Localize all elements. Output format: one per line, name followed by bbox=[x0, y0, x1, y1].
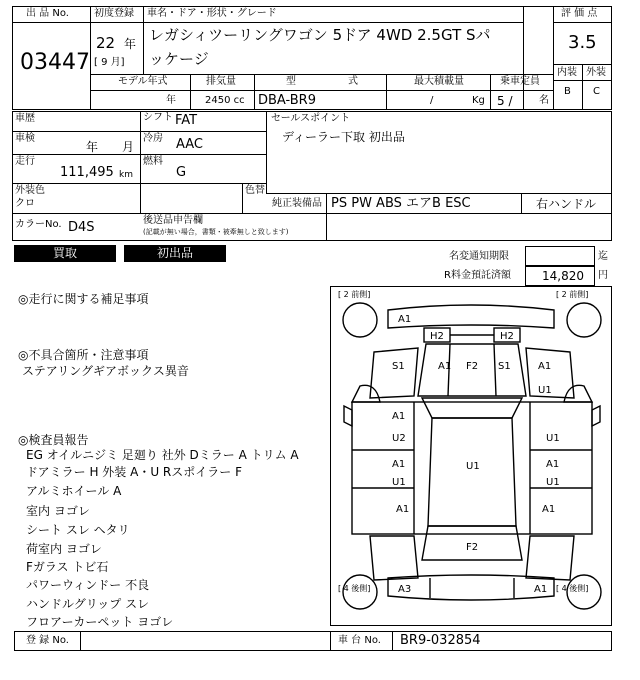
notice-box bbox=[525, 246, 595, 266]
color-no-value: D4S bbox=[68, 220, 95, 235]
handle-value: 右ハンドル bbox=[536, 197, 597, 211]
corner-label-front-left: [ 2 前側] bbox=[338, 290, 371, 299]
first-reg-month: [ 9 月] bbox=[94, 57, 125, 68]
interior-label: 内装 bbox=[557, 67, 577, 78]
inspector-line: 室内 ヨゴレ bbox=[26, 504, 90, 518]
repaint-label: 色替 bbox=[245, 185, 265, 196]
model-year-unit: 年 bbox=[166, 95, 176, 106]
car-name-line1: レガシィツーリングワゴン 5ドア 4WD 2.5GT Sパ bbox=[149, 26, 491, 44]
mark-headlamp-left: H2 bbox=[430, 331, 444, 342]
ac-value: AAC bbox=[176, 137, 203, 152]
equipment-label: 純正装備品 bbox=[272, 198, 322, 209]
first-reg-year: 22 bbox=[96, 34, 116, 52]
exterior-label: 外装 bbox=[586, 67, 606, 78]
color-value: クロ bbox=[15, 198, 35, 209]
sales-point-label: セールスポイント bbox=[271, 113, 351, 124]
mark-front-door-left-b: U2 bbox=[392, 433, 406, 444]
mark-front-fender-right-b: U1 bbox=[538, 385, 552, 396]
shift-label: シフト bbox=[143, 112, 173, 123]
inspection-year-unit: 年 bbox=[86, 140, 99, 154]
car-name-label: 車名・ドア・形状・グレード bbox=[147, 8, 277, 19]
type-value: DBA-BR9 bbox=[258, 93, 316, 108]
max-load-label: 最大積載量 bbox=[414, 76, 464, 87]
inspector-line: EG オイルニジミ 足廻り 社外 Dミラー A トリム A bbox=[26, 448, 299, 462]
corner-label-front-right: [ 2 前側] bbox=[556, 290, 589, 299]
mark-headlamp-right: H2 bbox=[500, 331, 514, 342]
mileage-value: 111,495 bbox=[60, 165, 114, 180]
defect-line: ステアリングギアボックス異音 bbox=[22, 364, 189, 378]
first-listing-badge: 初出品 bbox=[124, 245, 226, 262]
mark-rear-door-left-a: A1 bbox=[392, 459, 406, 470]
displacement-value: 2450 cc bbox=[205, 95, 245, 106]
mark-rear-door-left-b: U1 bbox=[392, 477, 406, 488]
inspector-line: シート スレ ヘタリ bbox=[26, 523, 130, 537]
mark-rear-bumper-left: A3 bbox=[398, 584, 412, 595]
inspector-line: パワーウィンドー 不良 bbox=[26, 578, 150, 592]
color-label: 外装色 bbox=[15, 185, 45, 196]
chassis-label: 車 台 No. bbox=[338, 635, 381, 646]
max-load-value: / bbox=[430, 95, 434, 106]
mark-rear-door-right-b: U1 bbox=[546, 477, 560, 488]
aftermarket-label: 後送品申告欄 bbox=[143, 215, 203, 226]
inspector-line: ハンドルグリップ スレ bbox=[26, 597, 150, 611]
mark-hood-right: S1 bbox=[498, 361, 511, 372]
notice-label: 名変通知期限 bbox=[449, 251, 509, 262]
first-reg-label: 初度登録 bbox=[94, 8, 134, 19]
mark-front-fender-right-a: A1 bbox=[538, 361, 552, 372]
mark-front-fender-left: S1 bbox=[392, 361, 405, 372]
recycle-unit: 円 bbox=[598, 270, 608, 281]
exterior-grade: C bbox=[593, 86, 600, 97]
corner-label-rear-right: [ 4 後側] bbox=[556, 584, 589, 593]
first-reg-year-unit: 年 bbox=[124, 37, 137, 51]
mileage-label: 走行 bbox=[15, 156, 35, 167]
fuel-label: 燃料 bbox=[143, 156, 163, 167]
inspector-line: Fガラス トビ石 bbox=[26, 560, 109, 574]
capacity-value: 5 / bbox=[497, 94, 513, 108]
shift-value: FAT bbox=[175, 113, 198, 128]
grade-value: 3.5 bbox=[568, 32, 597, 53]
sales-point-value: ディーラー下取 初出品 bbox=[282, 130, 405, 144]
inspector-heading: ◎検査員報告 bbox=[18, 433, 89, 447]
mileage-unit: km bbox=[119, 170, 133, 180]
history-label: 車歴 bbox=[15, 113, 35, 124]
buy-badge: 買取 bbox=[14, 245, 116, 262]
recycle-label: R料金預託済額 bbox=[444, 270, 511, 281]
capacity-unit: 名 bbox=[539, 95, 549, 106]
mark-quarter-left: A1 bbox=[396, 504, 410, 515]
inspector-line: ドアミラー H 外装 A・U Rスポイラー F bbox=[26, 465, 242, 479]
ac-label: 冷房 bbox=[143, 133, 163, 144]
mark-hood-center: F2 bbox=[466, 361, 479, 372]
inspection-month-unit: 月 bbox=[122, 140, 135, 154]
model-year-label: モデル年式 bbox=[118, 76, 168, 87]
color-no-label: カラーNo. bbox=[15, 219, 62, 230]
fuel-value: G bbox=[176, 165, 187, 180]
max-load-unit: Kg bbox=[472, 95, 485, 106]
chassis-value: BR9-032854 bbox=[400, 633, 481, 648]
inspector-line: 荷室内 ヨゴレ bbox=[26, 542, 102, 556]
mark-front-door-left-a: A1 bbox=[392, 411, 406, 422]
aftermarket-note: (記載が無い場合，書類・被牽無しと致します) bbox=[143, 228, 289, 236]
footer-frame bbox=[14, 631, 612, 651]
capacity-label: 乗車定員 bbox=[500, 76, 540, 87]
mark-front-bumper: A1 bbox=[398, 314, 412, 325]
car-name-line2: ッケージ bbox=[149, 50, 209, 68]
mark-rear-bumper-right: A1 bbox=[534, 584, 548, 595]
type-label-2: 式 bbox=[348, 76, 358, 87]
recycle-value: 14,820 bbox=[542, 269, 584, 283]
driving-heading: ◎走行に関する補足事項 bbox=[18, 292, 149, 306]
corner-label-rear-left: [ 4 後側] bbox=[338, 584, 371, 593]
grade-label: 評 価 点 bbox=[561, 8, 598, 19]
defects-heading: ◎不具合箇所・注意事項 bbox=[18, 348, 149, 362]
inspector-line: アルミホイール A bbox=[26, 484, 122, 498]
reg-label: 登 録 No. bbox=[26, 635, 69, 646]
type-label: 型 bbox=[286, 76, 296, 87]
lot-label: 出 品 No. bbox=[26, 8, 69, 19]
displacement-label: 排気量 bbox=[206, 76, 236, 87]
inspector-line: フロアーカーペット ヨゴレ bbox=[26, 615, 174, 629]
equipment-value: PS PW ABS エアB ESC bbox=[331, 196, 471, 211]
mark-hood-left: A1 bbox=[438, 361, 452, 372]
mark-quarter-right: A1 bbox=[542, 504, 556, 515]
mark-roof: U1 bbox=[466, 461, 480, 472]
lot-number: 03447 bbox=[20, 50, 90, 75]
interior-grade: B bbox=[564, 86, 571, 97]
notice-unit: 迄 bbox=[598, 251, 608, 262]
inspection-label: 車検 bbox=[15, 133, 35, 144]
mark-rear-glass: F2 bbox=[466, 542, 479, 553]
car-damage-diagram bbox=[330, 286, 612, 626]
mark-front-door-right: U1 bbox=[546, 433, 560, 444]
mark-rear-door-right-a: A1 bbox=[546, 459, 560, 470]
